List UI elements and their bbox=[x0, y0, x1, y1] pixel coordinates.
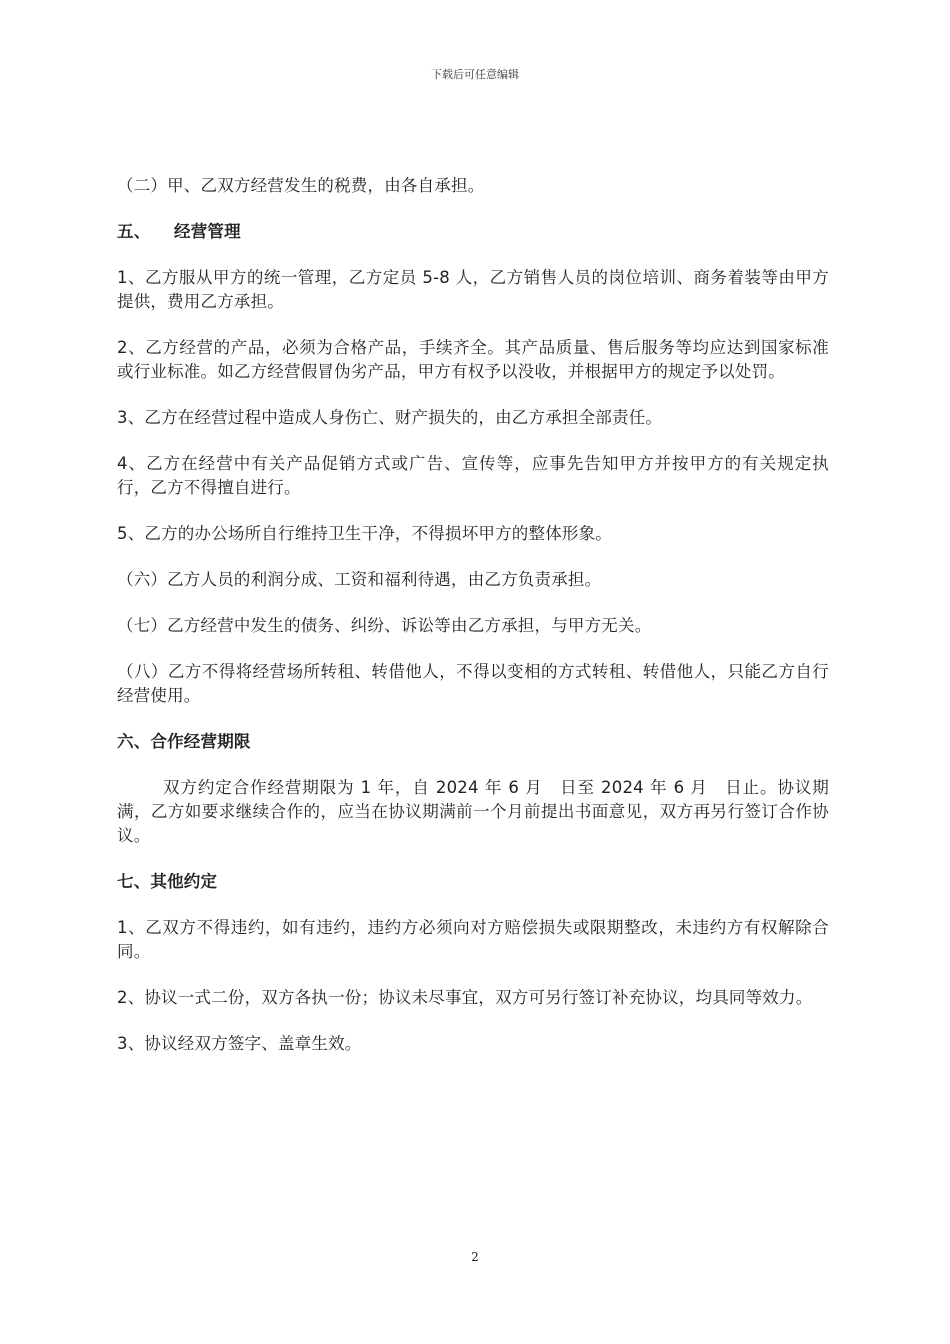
clause-7-2: 2、协议一式二份，双方各执一份；协议未尽事宜，双方可另行签订补充协议，均具同等效力。 bbox=[117, 988, 813, 1007]
clause-7-3: 3、协议经双方签字、盖章生效。 bbox=[117, 1034, 362, 1053]
section-5-title: 经营管理 bbox=[174, 222, 241, 241]
section-5-heading bbox=[117, 220, 829, 244]
page-header: 下载后可任意编辑 bbox=[431, 68, 519, 81]
section-7-heading: 七、其他约定 bbox=[117, 872, 218, 891]
document-body bbox=[117, 174, 829, 1078]
clause-5-2: 2、乙方经营的产品，必须为合格产品，手续齐全。其产品质量、售后服务等均应达到国家标准或行业标准。如乙方经营假冒伪劣产品，甲方有权予以没收，并根据甲方的规定予以处罚。 bbox=[117, 338, 829, 381]
clause-5-5: 5、乙方的办公场所自行维持卫生干净，不得损坏甲方的整体形象。 bbox=[117, 524, 612, 543]
clause-5-4: 4、乙方在经营中有关产品促销方式或广告、宣传等，应事先告知甲方并按甲方的有关规定执行，乙方不得擅自进行。 bbox=[117, 454, 829, 497]
clause-5-8: （八）乙方不得将经营场所转租、转借他人，不得以变相的方式转租、转借他人，只能乙方自行经营使用。 bbox=[117, 662, 829, 705]
clause-5-3: 3、乙方在经营过程中造成人身伤亡、财产损失的，由乙方承担全部责任。 bbox=[117, 408, 663, 427]
section-6-heading: 六、合作经营期限 bbox=[117, 732, 251, 751]
clause-5-6: （六）乙方人员的利润分成、工资和福利待遇，由乙方负责承担。 bbox=[117, 570, 602, 589]
page-number: 2 bbox=[471, 1250, 479, 1264]
clause-5-1: 1、乙方服从甲方的统一管理，乙方定员 5-8 人，乙方销售人员的岗位培训、商务着装等由甲方提供，费用乙方承担。 bbox=[117, 268, 829, 311]
clause-5-7: （七）乙方经营中发生的债务、纠纷、诉讼等由乙方承担，与甲方无关。 bbox=[117, 616, 652, 635]
clause-tax: （二）甲、乙双方经营发生的税费，由各自承担。 bbox=[117, 176, 485, 195]
clause-6-1: 双方约定合作经营期限为 1 年，自 2024 年 6 月 日至 2024 年 6 月 日止。协议期满，乙方如要求继续合作的，应当在协议期满前一个月前提出书面意见，双方再另行签订合作协议。 bbox=[117, 778, 829, 845]
section-5-number: 五、 bbox=[117, 222, 151, 241]
clause-7-1: 1、乙双方不得违约，如有违约，违约方必须向对方赔偿损失或限期整改，未违约方有权解除合同。 bbox=[117, 918, 829, 961]
